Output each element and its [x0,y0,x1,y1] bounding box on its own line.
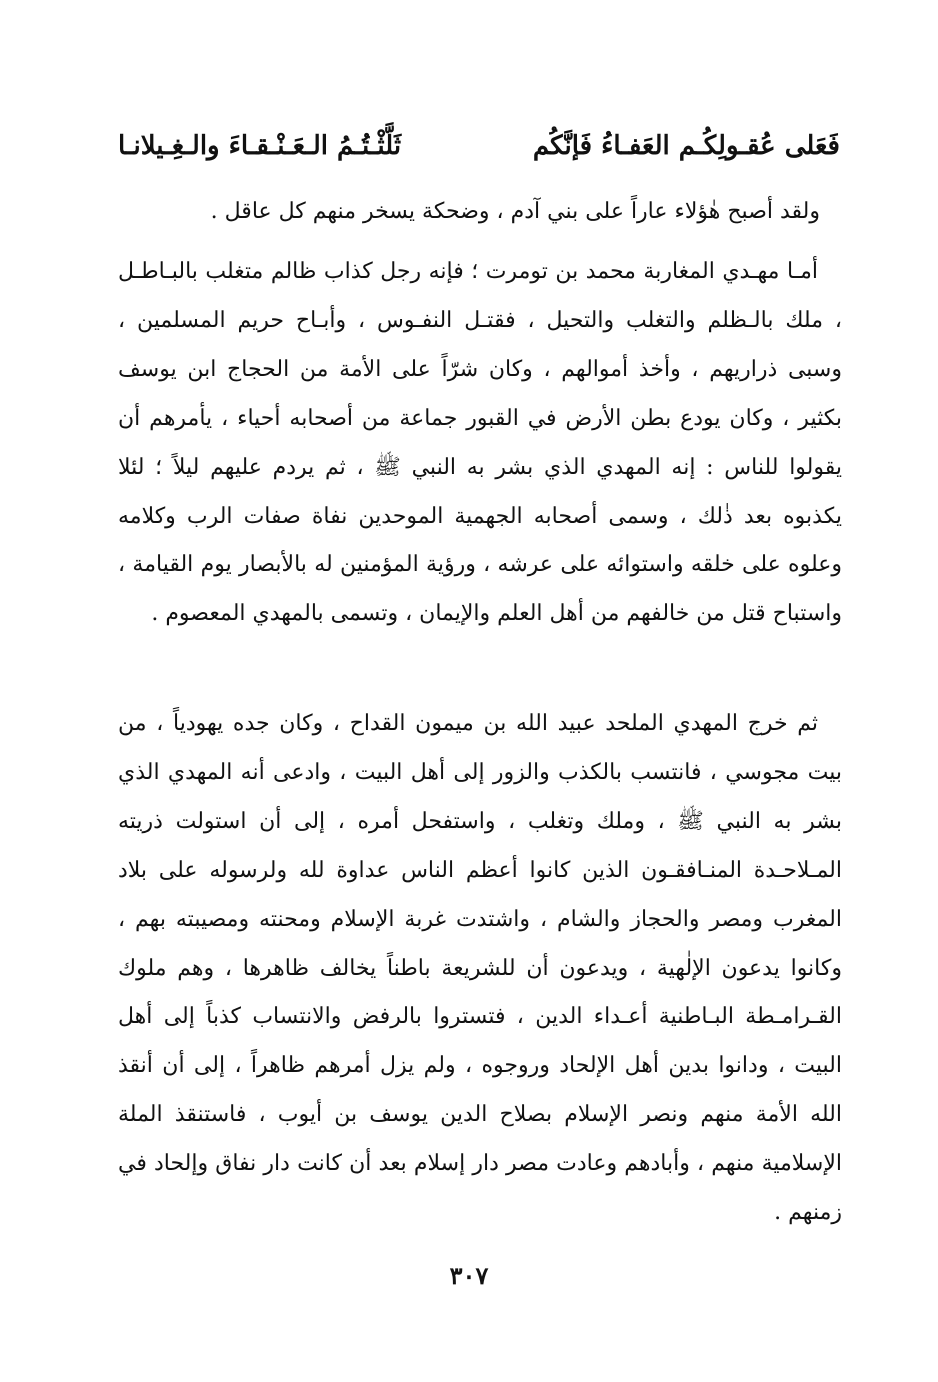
page-number: ٣٠٧ [449,1261,489,1290]
verse-second-hemistich: ثَلَّثْـتُـمُ الـعَـنْـقـاءَ والـغِـيلانـا [118,131,402,161]
intro-paragraph: ولقد أصبح هٰؤلاء عاراً على بني آدم ، وضحكة يسخر منهم كل عاقل . [210,199,820,224]
verse-first-hemistich: فَعَلى عُقـولِكُـم العَفـاءُ فَإنَّكُم [532,131,840,161]
paragraph-mahdi-ubaidullah: ثم خرج المهدي الملحد عبيد الله بن ميمون القداح ، وكان جده يهودياً ، من بيت مجوسي ، فانتسب بالكذب والزور إلى أهل البيت ، وادعى أنه المهدي الذي بشر به النبي ﷺ ، وملك وتغلب ، واستفحل أمره ، إلى أن استولت ذريته المـلاحـدة المنـافقـون الذين كانوا أعظم الناس عداوة لله ولرسوله على بلاد المغرب ومصر والحجاز والشام ، واشتدت غربة الإسلام ومحنته ومصيبته بهم ، وكانوا يدعون الإلٰهية ، ويدعون أن للشريعة باطناً يخالف ظاهرها ، وهم ملوك القـرامـطة البـاطنية أعـداء الدين ، فتستروا بالرفض والانتساب كذباً إلى أهل البيت ، ودانوا بدين أهل الإلحاد وروجوه ، ولم يزل أمرهم ظاهراً ، إلى أن أنقذ الله الأمة منهم ونصر الإسلام بصلاح الدين يوسف بن أيوب ، فاستنقذ الملة الإسلامية منهم ، وأبادهم وعادت مصر دار إسلام بعد أن كانت دار نفاق وإلحاد في زمنهم . [118,711,842,1226]
paragraph-mahdi-tumart: أمـا مهـدي المغاربة محمد بن تومرت ؛ فإنه رجل كذاب ظالم متغلب بالبـاطـل ، ملك بالـظلم والتغلب والتحيل ، فقتـل النفـوس ، وأبـاح حريم المسلمين ، وسبى ذراريهم ، وأخذ أموالهم ، وكان شرّاً على الأمة من الحجاج ابن يوسف بكثير ، وكان يودع بطن الأرض في القبور جماعة من أصحابه أحياء ، يأمرهم أن يقولوا للناس : إنه المهدي الذي بشر به النبي ﷺ ، ثم يردم عليهم ليلاً ؛ لئلا يكذبوه بعد ذٰلك ، وسمى أصحابه الجهمية الموحدين نفاة صفات الرب وكلامه وعلوه على خلقه واستوائه على عرشه ، ورؤية المؤمنين له بالأبصار يوم القيامة ، واستباح قتل من خالفهم من أهل العلم والإيمان ، وتسمى بالمهدي المعصوم . [118,259,842,627]
poetry-verse [118,118,840,174]
